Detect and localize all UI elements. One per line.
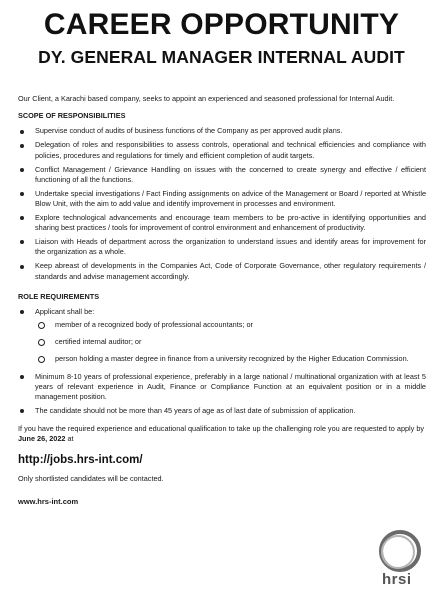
qualification-item: certified internal auditor; or: [35, 337, 426, 347]
requirements-list: [18, 307, 426, 416]
requirement-item: [18, 307, 426, 365]
job-title: DY. GENERAL MANAGER INTERNAL AUDIT: [38, 47, 405, 67]
scope-item: Liaison with Heads of department across the organization to understand issues and identify areas for improvement for the organization as a whole.: [18, 237, 426, 257]
intro-paragraph: Our Client, a Karachi based company, seeks to appoint an experienced and seasoned professional for Internal Audit.: [18, 94, 395, 103]
applicant-intro: Applicant shall be:: [35, 306, 95, 316]
page-title: CAREER OPPORTUNITY: [43, 8, 400, 41]
requirement-item: The candidate should not be more than 45 years of age as of last date of submission of application.: [18, 406, 426, 416]
qualification-list: [35, 320, 426, 365]
closing-suffix: at: [65, 434, 74, 444]
qualification-item: member of a recognized body of professional accountants; or: [35, 320, 426, 330]
apply-link[interactable]: http://jobs.hrs-int.com/: [18, 453, 143, 466]
website-link[interactable]: www.hrs-int.com: [18, 497, 79, 507]
deadline: June 26, 2022: [18, 434, 66, 444]
closing-text: If you have the required experience and educational qualification to take up the challenging role you are requested to apply by: [18, 424, 425, 434]
scope-item: Undertake special investigations / Fact Finding assignments on advice of the Management or Board / reported at Whistle Blow Unit, with the aim to add value and identify improvement in processes and environment.: [18, 189, 426, 209]
scope-item: Keep abreast of developments in the Companies Act, Code of Corporate Governance, other regulatory requirements / standards and advise management accordingly.: [18, 261, 426, 281]
ad-body: [18, 94, 426, 507]
requirements-heading: ROLE REQUIREMENTS: [18, 291, 100, 301]
qualification-item: person holding a master degree in finance from a university recognized by the Higher Education Commission.: [35, 354, 426, 364]
scope-heading: SCOPE OF RESPONSIBILITIES: [18, 111, 126, 121]
scope-item: Explore technological advancements and encourage team members to be pro-active in identifying opportunities and sharing best practices / tools for improvement of control environment and enhancement of productivity.: [18, 213, 426, 233]
scope-list: [18, 126, 426, 281]
scope-item: Conflict Management / Grievance Handling on issues with the concerned to create synergy and effective / efficient functioning of all the functions.: [18, 165, 426, 185]
logo-text: hrsi: [382, 571, 412, 588]
shortlist-note: Only shortlisted candidates will be contacted.: [18, 473, 164, 483]
header: [0, 0, 443, 68]
closing-paragraph: [18, 424, 426, 444]
scope-item: Delegation of roles and responsibilities to assess controls, operational and technical efficiencies and compliance with policies, procedures and regulations for timely and efficient completion of audit targets.: [18, 140, 426, 160]
requirement-item: Minimum 8-10 years of professional experience, preferably in a large national / multinational organization with at least 5 years of relevant experience in Audit, Finance or Compliance Function at an equivalent position or in a middle management position.: [18, 372, 426, 403]
scope-item: Supervise conduct of audits of business functions of the Company as per approved audit plans.: [18, 126, 426, 136]
